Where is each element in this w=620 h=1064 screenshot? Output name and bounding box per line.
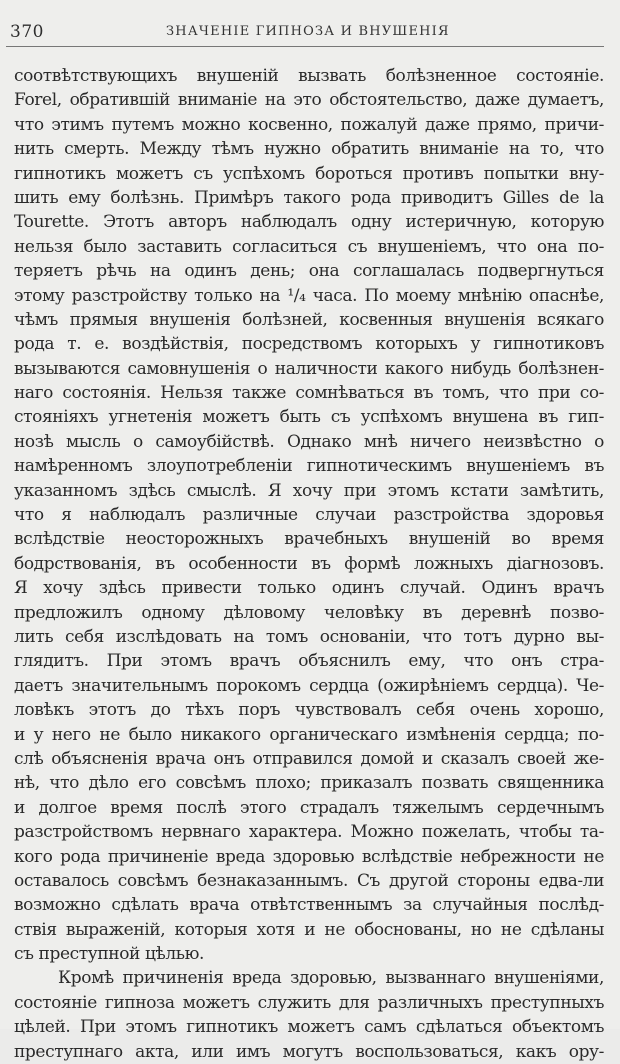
text-line: оставалось совсѣмъ безнаказаннымъ. Съ другой стороны едва-ли <box>14 870 604 891</box>
text-line: гипнотикъ можетъ съ успѣхомъ бороться противъ попытки вну- <box>14 163 604 184</box>
text-line: преступнаго акта, или имъ могутъ воспользоваться, какъ ору- <box>14 1041 604 1062</box>
text-line: состояніе гипноза можетъ служить для различныхъ преступныхъ <box>14 992 604 1013</box>
text-line: что этимъ путемъ можно косвенно, пожалуй даже прямо, причи- <box>14 114 604 135</box>
text-line: соотвѣтствующихъ внушеній вызвать болѣзненное состояніе. <box>14 66 604 86</box>
body-text <box>14 64 604 1064</box>
text-line: бодрствованія, въ особенности въ формѣ ложныхъ діагнозовъ. <box>14 553 604 574</box>
paragraph-last-line: съ преступной цѣлью. <box>14 944 205 965</box>
text-line: нѣ, что дѣло его совсѣмъ плохо; приказалъ позвать священника <box>14 773 604 794</box>
text-line: даетъ значительнымъ порокомъ сердца (ожирѣніемъ сердца). Че- <box>14 675 604 696</box>
page-number: 370 <box>10 22 44 42</box>
text-line: нозѣ мысль о самоубійствѣ. Однако мнѣ ничего неизвѣстно о <box>14 431 604 452</box>
text-line: ловѣкъ этотъ до тѣхъ поръ чувствовалъ себя очень хорошо, <box>14 700 604 721</box>
text-line: разстройствомъ нервнаго характера. Можно пожелать, чтобы та- <box>14 822 604 843</box>
text-line: намѣренномъ злоупотребленіи гипнотическимъ внушеніемъ въ <box>14 456 604 477</box>
text-line: нить смерть. Между тѣмъ нужно обратить вниманіе на то, что <box>14 139 604 160</box>
text-line: и долгое время послѣ этого страдалъ тяжелымъ сердечнымъ <box>14 797 604 818</box>
text-line: возможно сдѣлать врача отвѣтственнымъ за случайныя послѣд- <box>14 895 604 916</box>
text-line: шить ему болѣзнь. Примѣръ такого рода приводитъ Gilles de la <box>14 187 604 208</box>
text-line: и у него не было никакого органическаго измѣненія сердца; по- <box>14 724 604 745</box>
text-line: лить себя изслѣдовать на томъ основаніи, что тотъ дурно вы- <box>14 626 604 647</box>
page-header <box>6 20 606 46</box>
text-line: чѣмъ прямыя внушенія болѣзней, косвенныя внушенія всякаго <box>14 309 604 330</box>
text-line: Я хочу здѣсь привести только одинъ случай. Одинъ врачъ <box>14 578 604 599</box>
paragraph-first-line: Кромѣ причиненія вреда здоровью, вызваннаго внушеніями, <box>58 968 604 989</box>
running-head: ЗНАЧЕНІЕ ГИПНОЗА И ВНУШЕНІЯ <box>166 24 450 39</box>
text-line: ствія выраженій, которыя хотя и не обоснованы, но не сдѣланы <box>14 919 604 940</box>
text-line: нельзя было заставить согласиться съ внушеніемъ, что она по- <box>14 236 604 257</box>
text-line: что я наблюдалъ различные случаи разстройства здоровья <box>14 505 604 526</box>
text-line: Forel, обратившій вниманіе на это обстоятельство, даже думаетъ, <box>14 90 604 111</box>
text-line: наго состоянія. Нельзя также сомнѣваться въ томъ, что при со- <box>14 383 604 404</box>
text-line: этому разстройству только на ¹/₄ часа. По моему мнѣнію опаснѣе, <box>14 285 604 306</box>
text-line: рода т. е. воздѣйствія, посредствомъ которыхъ у гипнотиковъ <box>14 334 604 355</box>
text-line: вызываются самовнушенія о наличности какого нибудь болѣзнен- <box>14 358 604 379</box>
text-line: цѣлей. При этомъ гипнотикъ можетъ самъ сдѣлаться объектомъ <box>14 1017 604 1038</box>
text-line: предложилъ одному дѣловому человѣку въ деревнѣ позво- <box>14 602 604 623</box>
text-line: стояніяхъ угнетенія можетъ быть съ успѣхомъ внушена въ гип- <box>14 407 604 428</box>
text-line: теряетъ рѣчь на одинъ день; она соглашалась подвергнуться <box>14 261 604 282</box>
text-line: Tourette. Этотъ авторъ наблюдалъ одну истеричную, которую <box>14 212 604 233</box>
text-line: глядитъ. При этомъ врачъ объяснилъ ему, что онъ стра- <box>14 651 604 672</box>
header-rule <box>6 46 604 47</box>
text-line: кого рода причиненіе вреда здоровью вслѣдствіе небрежности не <box>14 846 604 867</box>
text-line: указанномъ здѣсь смыслѣ. Я хочу при этомъ кстати замѣтить, <box>14 480 604 501</box>
text-line: слѣ объясненія врача онъ отправился домой и сказалъ своей же- <box>14 748 604 769</box>
text-line: вслѣдствіе неосторожныхъ врачебныхъ внушеній во время <box>14 529 604 550</box>
